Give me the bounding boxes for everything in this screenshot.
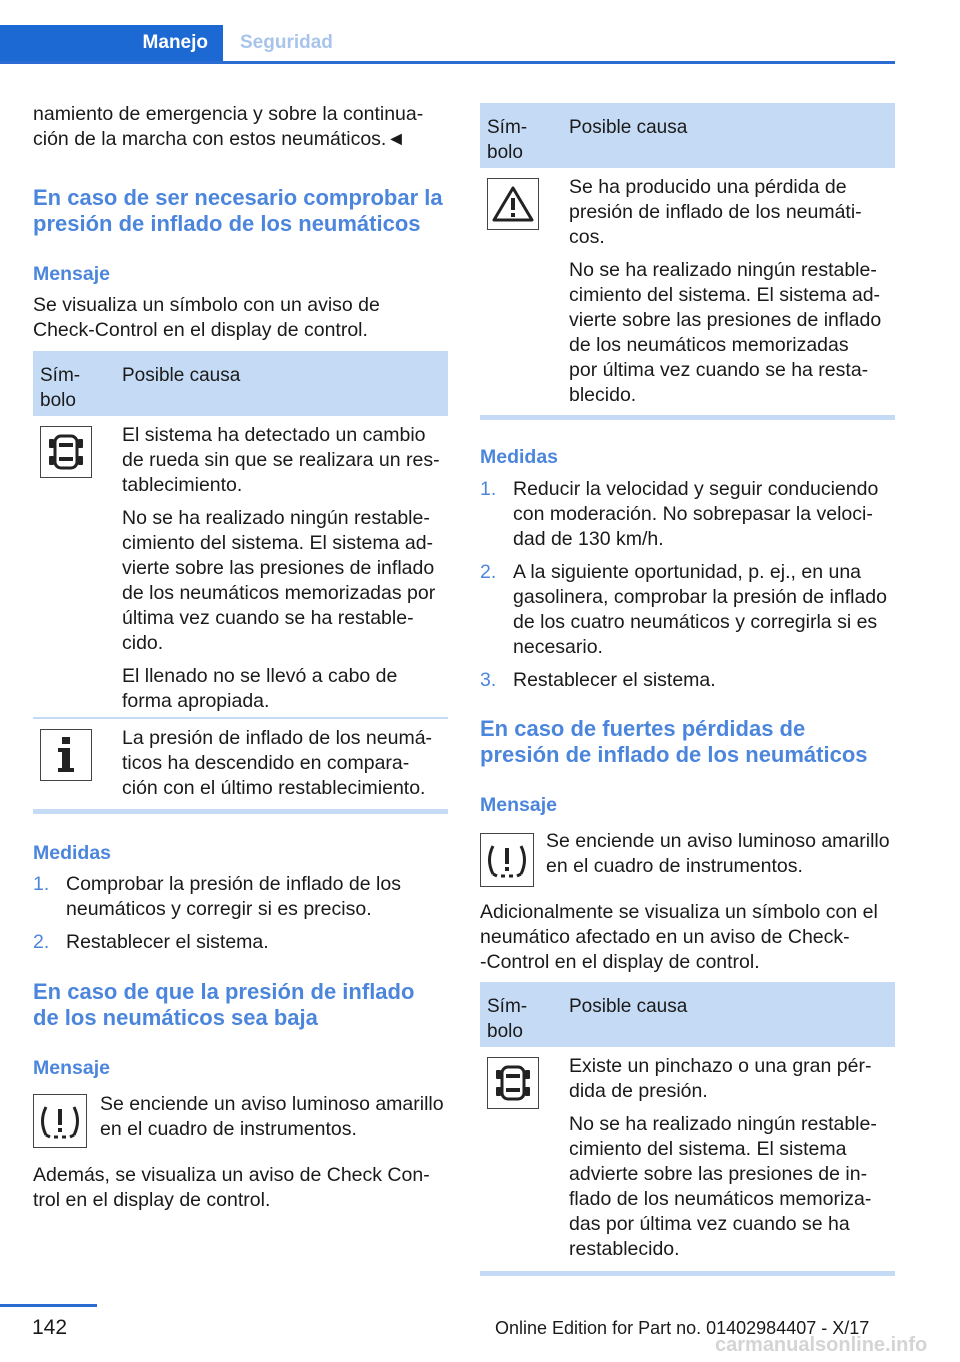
page-number: 142 [32, 1316, 68, 1339]
heading-line: En caso de fuertes pérdidas de [480, 716, 806, 741]
text-line: blecido. [569, 384, 637, 406]
text-line: de rueda sin que se realizara un res- [122, 449, 440, 471]
symbol-cause-table [33, 351, 448, 814]
symbol-cell [40, 426, 94, 480]
tab-seguridad[interactable]: Seguridad [240, 32, 333, 53]
header-cause: Posible causa [569, 117, 688, 138]
message-text [33, 293, 380, 343]
text-line: necesario. [513, 636, 603, 658]
text-line: El sistema ha detectado un cambio [122, 424, 426, 446]
text-line: por última vez cuando se ha resta- [569, 359, 869, 381]
top-tab-bar [0, 25, 895, 64]
header-cause: Posible causa [569, 996, 688, 1017]
text-line: de los neumáticos memorizadas por [122, 582, 436, 604]
cause-cell [569, 1054, 895, 1270]
symbol-cell [487, 1057, 541, 1111]
text-line: cimiento del sistema. El sistema ad- [122, 532, 434, 554]
header-line: Sím- [487, 117, 528, 138]
text-line: Adicionalmente se visualiza un símbolo con el [480, 901, 878, 923]
message-text [100, 1092, 444, 1142]
cause-paragraph [122, 506, 448, 656]
heading-line: En caso de que la presión de inflado [33, 979, 415, 1004]
text-line: restablecido. [569, 1238, 680, 1260]
header-line: Sím- [487, 996, 528, 1017]
paragraph-text [33, 1163, 430, 1213]
text-line: trol en el display de control. [33, 1189, 271, 1211]
table-row [480, 1047, 895, 1277]
intro-text [33, 102, 423, 152]
text-line: Se visualiza un símbolo con un aviso de [33, 294, 380, 316]
subheading-medidas: Medidas [33, 842, 112, 864]
text-line: de los cuatro neumáticos y corregirla si es [513, 611, 878, 633]
message-text [546, 829, 890, 879]
subheading-mensaje: Mensaje [33, 263, 110, 285]
tire-warning-icon [480, 833, 534, 887]
subheading-medidas: Medidas [480, 446, 559, 468]
header-symbol [487, 115, 557, 165]
list-item [33, 872, 448, 922]
text-line: La presión de inflado de los neumá- [122, 727, 433, 749]
cause-cell [569, 175, 895, 416]
text-line: No se ha realizado ningún restable- [122, 507, 430, 529]
list-number: 3. [480, 669, 497, 691]
subheading-mensaje: Mensaje [480, 794, 557, 816]
watermark: carmanualsonline.info [715, 1334, 928, 1356]
footer-rule [0, 1304, 97, 1307]
table-header [480, 982, 895, 1047]
text-line: advierte sobre las presiones de in- [569, 1163, 868, 1185]
heading-strong-loss [480, 716, 868, 768]
text-line: ticos ha descendido en compara- [122, 752, 410, 774]
cause-paragraph [569, 1112, 895, 1262]
heading-check-pressure [33, 185, 443, 237]
symbol-cause-table [480, 982, 895, 1277]
list-number: 1. [480, 478, 497, 500]
cause-paragraph [569, 175, 895, 250]
text-line: Además, se visualiza un aviso de Check Con- [33, 1164, 430, 1186]
text-line: de los neumáticos memorizadas [569, 334, 849, 356]
cause-paragraph [569, 258, 895, 408]
table-row [480, 168, 895, 423]
symbol-cell [40, 729, 94, 783]
header-symbol [487, 994, 557, 1044]
subheading-mensaje: Mensaje [33, 1057, 110, 1079]
text-line: última vez cuando se ha restable- [122, 607, 414, 629]
table-row [33, 416, 448, 719]
intro-line: ción de la marcha con estos neumáticos.◄ [33, 128, 406, 150]
text-line: flado de los neumáticos memoriza- [569, 1188, 872, 1210]
text-line: tablecimiento. [122, 474, 243, 496]
table-header [33, 351, 448, 416]
heading-line: presión de inflado de los neumáticos [480, 742, 868, 767]
edition-note: Online Edition for Part no. 01402984407 - X/17 [495, 1318, 870, 1338]
table-header [480, 103, 895, 168]
text-line: Check-Control en el display de control. [33, 319, 368, 341]
list-text [513, 560, 887, 660]
text-line: gasolinera, comprobar la presión de inflado [513, 586, 887, 608]
text-line: das por última vez cuando se ha [569, 1213, 850, 1235]
cause-paragraph [122, 726, 448, 801]
text-line: presión de inflado de los neumáti- [569, 201, 862, 223]
list-text [66, 872, 401, 922]
text-line: neumático afectado en un aviso de Check- [480, 926, 850, 948]
car-wheels-icon [487, 1057, 539, 1109]
intro-line: namiento de emergencia y sobre la continua- [33, 103, 424, 125]
tire-warning-icon [33, 1094, 87, 1148]
list-item [33, 930, 448, 955]
header-line: bolo [487, 1021, 523, 1042]
text-line: cimiento del sistema. El sistema ad- [569, 284, 881, 306]
text-line: en el cuadro de instrumentos. [100, 1118, 357, 1140]
text-line: Reducir la velocidad y seguir conduciendo [513, 478, 879, 500]
text-line: con moderación. No sobrepasar la veloci- [513, 503, 873, 525]
text-line: Comprobar la presión de inflado de los [66, 873, 401, 895]
cause-paragraph [122, 664, 448, 714]
header-symbol [40, 363, 110, 413]
text-line: cimiento del sistema. El sistema [569, 1138, 847, 1160]
text-line: ción con el último restablecimiento. [122, 777, 426, 799]
text-line: en el cuadro de instrumentos. [546, 855, 803, 877]
text-line: Se enciende un aviso luminoso amarillo [546, 830, 890, 852]
text-line: -Control en el display de control. [480, 951, 760, 973]
header-line: bolo [40, 390, 76, 411]
text-line: Se ha producido una pérdida de [569, 176, 847, 198]
table-row [33, 719, 448, 814]
paragraph-text [480, 900, 878, 975]
text-line: neumáticos y corregir si es preciso. [66, 898, 372, 920]
heading-line: presión de inflado de los neumáticos [33, 211, 421, 236]
text-line: forma apropiada. [122, 690, 270, 712]
text-line: No se ha realizado ningún restable- [569, 259, 877, 281]
list-text: Restablecer el sistema. [66, 931, 269, 953]
text-line: dida de presión. [569, 1080, 708, 1102]
tab-manejo[interactable]: Manejo [0, 25, 223, 61]
info-icon [40, 729, 92, 781]
cause-paragraph [569, 1054, 895, 1104]
text-line: vierte sobre las presiones de inflado [569, 309, 882, 331]
header-cause: Posible causa [122, 365, 241, 386]
list-item [480, 477, 895, 552]
text-line: dad de 130 km/h. [513, 528, 664, 550]
cause-cell [122, 423, 448, 722]
text-line: A la siguiente oportunidad, p. ej., en una [513, 561, 862, 583]
heading-line: de los neumáticos sea baja [33, 1005, 318, 1030]
table-end-rule [33, 809, 448, 814]
header-line: Sím- [40, 365, 81, 386]
car-wheels-icon [40, 426, 92, 478]
cause-paragraph [122, 423, 448, 498]
text-line: El llenado no se llevó a cabo de [122, 665, 398, 687]
warning-triangle-icon [487, 178, 539, 230]
symbol-cause-table [480, 103, 895, 423]
list-item [480, 560, 895, 660]
text-line: cos. [569, 226, 605, 248]
cause-cell [122, 726, 448, 809]
list-number: 2. [480, 561, 497, 583]
list-item [480, 668, 895, 693]
list-number: 1. [33, 873, 50, 895]
text-line: No se ha realizado ningún restable- [569, 1113, 877, 1135]
list-text [513, 477, 878, 552]
list-text: Restablecer el sistema. [513, 669, 716, 691]
heading-low-pressure [33, 979, 414, 1031]
table-end-rule [480, 415, 895, 420]
list-number: 2. [33, 931, 50, 953]
text-line: vierte sobre las presiones de inflado [122, 557, 435, 579]
text-line: Se enciende un aviso luminoso amarillo [100, 1093, 444, 1115]
heading-line: En caso de ser necesario comprobar la [33, 185, 443, 210]
table-end-rule [480, 1271, 895, 1276]
text-line: Existe un pinchazo o una gran pér- [569, 1055, 872, 1077]
header-line: bolo [487, 142, 523, 163]
text-line: cido. [122, 632, 164, 654]
symbol-cell [487, 178, 541, 232]
